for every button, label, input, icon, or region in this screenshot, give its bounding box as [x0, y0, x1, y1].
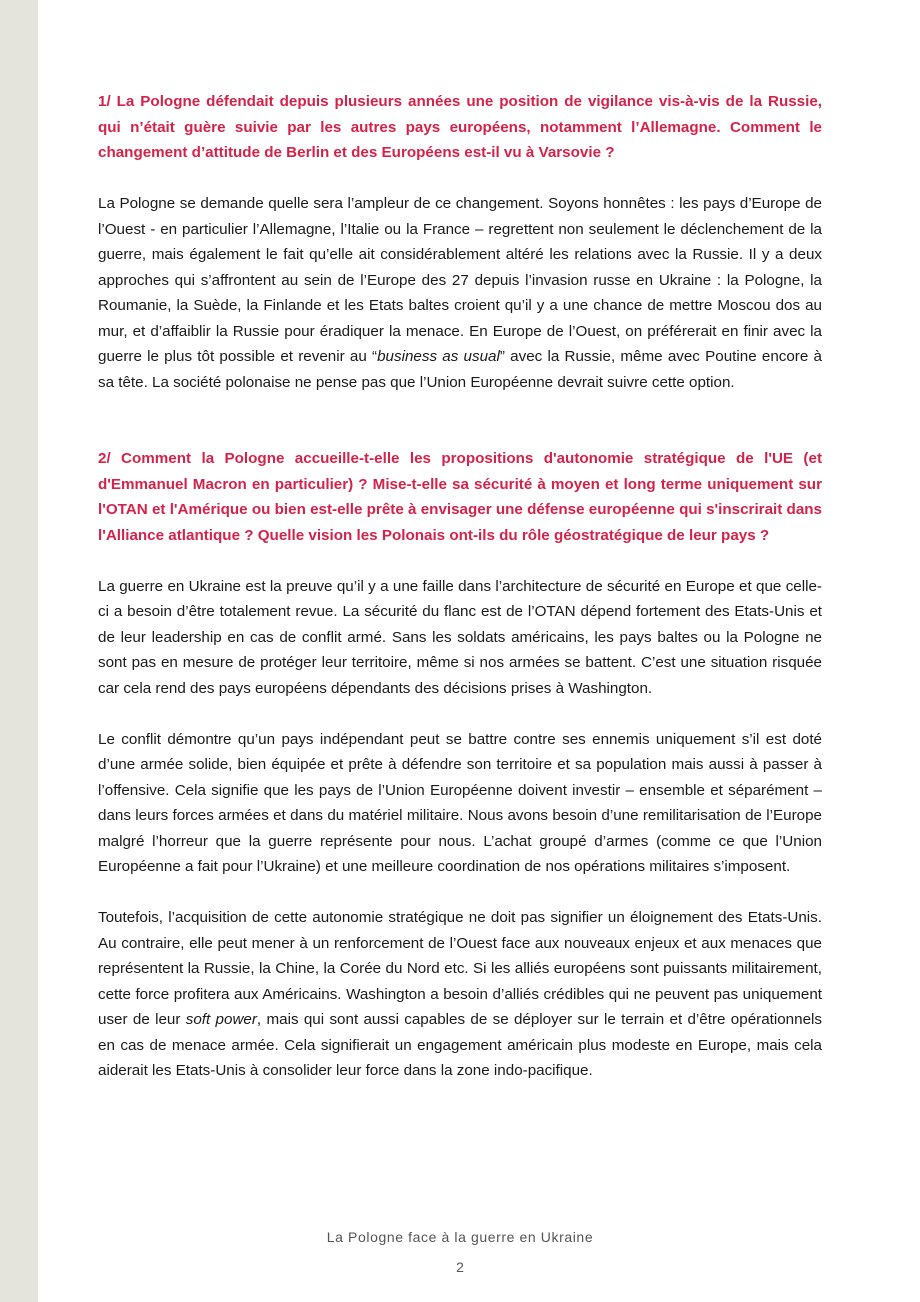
answer-2-p3-emphasis: soft power	[185, 1011, 257, 1028]
answer-2-paragraph-1: La guerre en Ukraine est la preuve qu’il y a une faille dans l’architecture de sécurité en Europe et que celle-ci a besoin d’être totalement revue. La sécurité du flanc est de l’OTAN dépend fortement des Etats-Unis et de leur leadership en cas de conflit armé. Sans les soldats américains, les pays baltes ou la Pologne ne sont pas en mesure de protéger leur territoire, même si nos armées se battent. C’est une situation risquée car cela rend des pays européens dépendants des décisions prises à Washington.	[98, 577, 822, 697]
article-body	[98, 89, 822, 1084]
answer-2-p3-text-start: Toutefois, l’acquisition de cette autonomie stratégique ne doit pas signifier un éloignement des Etats-Unis. Au contraire, elle peut mener à un renforcement de l’Ouest face aux nouveaux enjeux et aux menaces que représentent la Russie, la Chine, la Corée du Nord etc. Si les alliés européens sont puissants militairement, cette force profitera aux Américains. Washington a besoin d’alliés crédibles qui ne peuvent pas uniquement user de leur	[98, 909, 822, 1028]
answer-1-text-end: ” avec la Russie, même avec Poutine encore à sa tête. La société polonaise ne pense pas que l’Union Européenne devrait suivre cette option.	[98, 348, 822, 391]
answer-1-emphasis: business as usual	[377, 348, 500, 365]
answer-1-paragraph	[98, 191, 822, 395]
footer-title: La Pologne face à la guerre en Ukraine	[326, 1229, 594, 1245]
answer-2-p3-text-end: , mais qui sont aussi capables de se déployer sur le terrain et d’être opérationnels en cas de menace armée. Cela signifierait un engagement américain plus modeste en Europe, mais cela aiderait les Etats-Unis à consolider leur force dans la zone indo-pacifique.	[98, 1011, 822, 1079]
answer-1-text-start: La Pologne se demande quelle sera l’ampleur de ce changement. Soyons honnêtes : les pays d’Europe de l’Ouest - en particulier l’Allemagne, l’Italie ou la France – regrettent non seulement le déclenchement de la guerre, mais également le fait qu’elle ait considérablement altéré les relations avec la Russie. Il y a deux approches qui s’affrontent au sein de l’Europe des 27 depuis l’invasion russe en Ukraine : la Pologne, la Roumanie, la Suède, la Finlande et les Etats baltes croient qu’il y a une chance de mettre Moscou dos au mur, et d’affaiblir la Russie pour éradiquer la menace. En Europe de l’Ouest, on préférerait en finir avec la guerre le plus tôt possible et revenir au “	[98, 195, 822, 365]
answer-2-paragraph-2: Le conflit démontre qu’un pays indépendant peut se battre contre ses ennemis uniquement s’il est doté d’une armée solide, bien équipée et prête à défendre son territoire et sa population mais aussi à passer à l’offensive. Cela signifie que les pays de l’Union Européenne doivent investir – ensemble et séparément – dans leurs forces armées et dans du matériel militaire. Nous avons besoin d’une remilitarisation de l’Europe malgré l’horreur que la guerre représente pour nous. L’achat groupé d’armes (comme ce que l’Union Européenne a fait pour l’Ukraine) et une meilleure coordination de nos opérations militaires s’imposent.	[98, 730, 822, 875]
spacer	[98, 880, 822, 906]
spacer	[98, 701, 822, 727]
spacer	[98, 166, 822, 192]
question-2: 2/ Comment la Pologne accueille-t-elle les propositions d'autonomie stratégique de l'UE (et d'Emmanuel Macron en particulier) ? Mise-t-elle sa sécurité à moyen et long terme uniquement sur l'OTAN et l'Amérique ou bien est-elle prête à envisager une défense européenne qui s'inscrirait dans l'Alliance atlantique ? Quelle vision les Polonais ont-ils du rôle géostratégique de leur pays ?	[98, 450, 822, 544]
answer-2-paragraph-3	[98, 905, 822, 1084]
left-margin-strip	[0, 0, 38, 1302]
spacer	[98, 395, 822, 446]
page-number: 2	[456, 1259, 464, 1275]
spacer	[98, 548, 822, 574]
question-1: 1/ La Pologne défendait depuis plusieurs années une position de vigilance vis-à-vis de la Russie, qui n’était guère suivie par les autres pays européens, notamment l’Allemagne. Comment le changement d’attitude de Berlin et des Européens est-il vu à Varsovie ?	[98, 93, 822, 161]
